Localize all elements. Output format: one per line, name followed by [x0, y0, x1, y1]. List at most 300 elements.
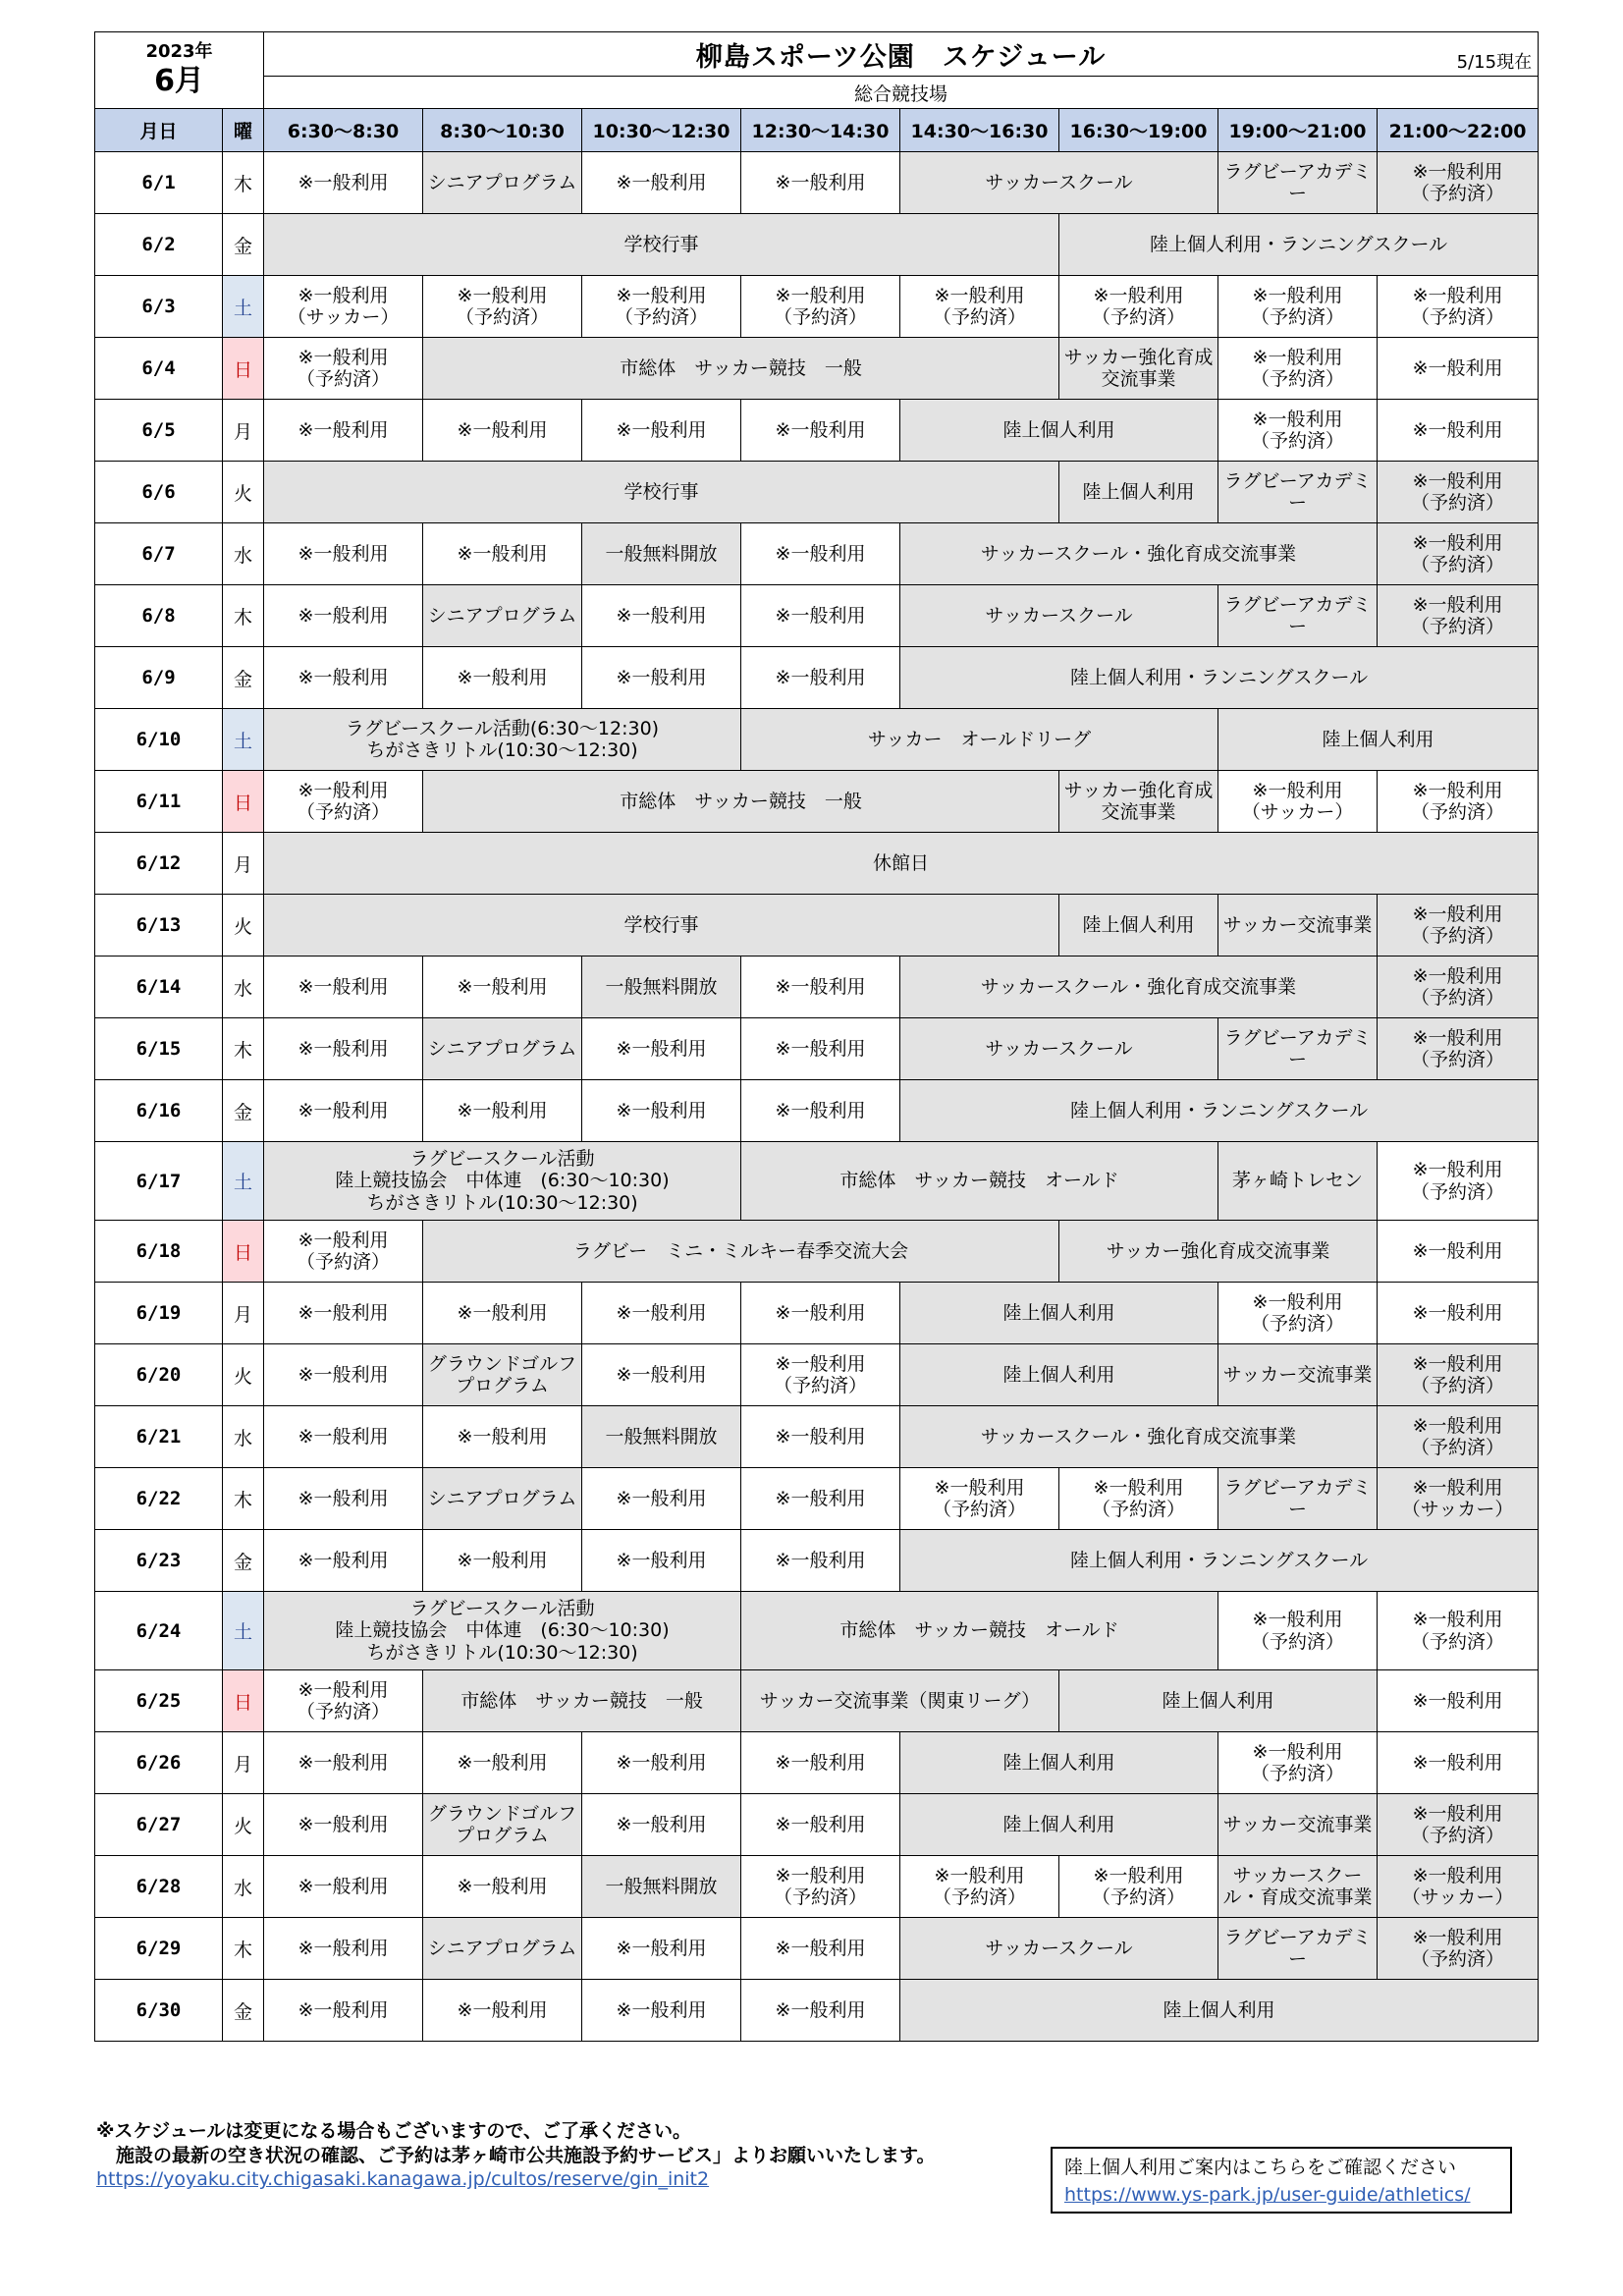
- schedule-slot: [264, 1018, 423, 1080]
- date-cell: 6/27: [95, 1794, 223, 1856]
- athletics-info-link[interactable]: https://www.ys-park.jp/user-guide/athletics/: [1064, 2183, 1471, 2206]
- slot-label: ※一般利用: [298, 1099, 389, 1121]
- schedule-slot: [900, 1344, 1218, 1406]
- weekday-cell: 月: [223, 1283, 264, 1344]
- slot-label: ※一般利用 （予約済）: [1411, 1414, 1505, 1458]
- date-cell: 6/29: [95, 1918, 223, 1980]
- schedule-row: [95, 1530, 1539, 1592]
- slot-label: ※一般利用: [775, 1549, 866, 1571]
- schedule-slot: [1378, 462, 1539, 523]
- slot-label: シニアプログラム: [427, 604, 577, 627]
- schedule-slot: [264, 214, 1059, 276]
- slot-label: ※一般利用 （予約済）: [933, 1476, 1027, 1520]
- weekday-cell: 火: [223, 462, 264, 523]
- schedule-slot: [1218, 400, 1378, 462]
- slot-label: ※一般利用: [298, 1487, 389, 1509]
- schedule-slot: [1378, 1018, 1539, 1080]
- schedule-slot: [264, 1344, 423, 1406]
- slot-label: ※一般利用 （予約済）: [1411, 531, 1505, 575]
- reservation-notice: 施設の最新の空き状況の確認、ご予約は茅ヶ崎市公共施設予約サービス」よりお願いいたします。: [116, 2144, 936, 2166]
- slot-label: ※一般利用 （サッカー）: [1401, 1476, 1514, 1520]
- slot-label: ※一般利用: [457, 666, 548, 688]
- slot-label: サッカー交流事業（関東リーグ）: [759, 1689, 1041, 1712]
- slot-label: ※一般利用: [775, 418, 866, 441]
- schedule-slot: [264, 647, 423, 709]
- schedule-slot: [1218, 1856, 1378, 1918]
- schedule-slot: [423, 276, 582, 338]
- slot-label: ラグビーアカデミー: [1223, 1476, 1372, 1520]
- slot-label: ※一般利用: [298, 1425, 389, 1448]
- slot-label: グラウンドゴルフ プログラム: [427, 1802, 577, 1846]
- slot-label: ※一般利用 （予約済）: [297, 779, 391, 823]
- schedule-slot: [741, 152, 900, 214]
- schedule-slot: [1218, 1468, 1378, 1530]
- slot-label: 一般無料開放: [605, 975, 718, 998]
- weekday-cell: 日: [223, 1670, 264, 1732]
- schedule-slot: [1059, 214, 1539, 276]
- slot-label: ※一般利用: [298, 1037, 389, 1060]
- slot-label: ※一般利用 （予約済）: [1411, 964, 1505, 1009]
- schedule-row: [95, 1794, 1539, 1856]
- slot-label: ※一般利用: [457, 542, 548, 565]
- date-cell: 6/9: [95, 647, 223, 709]
- slot-label: ※一般利用 （予約済）: [1411, 160, 1505, 204]
- slot-label: ※一般利用: [457, 1099, 548, 1121]
- reservation-link[interactable]: https://yoyaku.city.chigasaki.kanagawa.jp/cultos/reserve/gin_init2: [96, 2168, 710, 2191]
- weekday-cell: 日: [223, 338, 264, 400]
- date-cell: 6/5: [95, 400, 223, 462]
- slot-label: ※一般利用: [775, 1425, 866, 1448]
- schedule-slot: [423, 1918, 582, 1980]
- slot-label: ※一般利用: [1412, 356, 1503, 379]
- schedule-slot: [1218, 1344, 1378, 1406]
- date-cell: 6/24: [95, 1592, 223, 1670]
- weekday-cell: 月: [223, 833, 264, 895]
- slot-label: ※一般利用: [457, 1998, 548, 2021]
- schedule-slot: [1059, 895, 1218, 957]
- slot-label: ※一般利用 （予約済）: [615, 284, 709, 328]
- date-cell: 6/3: [95, 276, 223, 338]
- slot-label: ※一般利用: [775, 542, 866, 565]
- slot-label: ※一般利用: [775, 1487, 866, 1509]
- slot-label: ※一般利用 （予約済）: [1411, 1609, 1505, 1653]
- schedule-row: [95, 1918, 1539, 1980]
- slot-label: ※一般利用: [616, 1363, 707, 1386]
- slot-label: ※一般利用 （予約済）: [1411, 593, 1505, 637]
- schedule-slot: [741, 647, 900, 709]
- slot-label: ※一般利用 （予約済）: [297, 1229, 391, 1273]
- schedule-slot: [1218, 1732, 1378, 1794]
- slot-label: 市総体 サッカー競技 一般: [620, 790, 862, 812]
- period-cell: [95, 32, 264, 109]
- schedule-slot: [423, 1221, 1059, 1283]
- schedule-row: [95, 1406, 1539, 1468]
- slot-label: ※一般利用 （予約済）: [297, 346, 391, 390]
- date-cell: 6/6: [95, 462, 223, 523]
- schedule-slot: [1378, 1732, 1539, 1794]
- slot-label: ※一般利用: [616, 1037, 707, 1060]
- schedule-slot: [264, 833, 1539, 895]
- schedule-slot: [264, 1918, 423, 1980]
- schedule-slot: [1218, 1918, 1378, 1980]
- date-cell: 6/2: [95, 214, 223, 276]
- slot-label: ※一般利用: [616, 1549, 707, 1571]
- slot-label: ※一般利用: [616, 1099, 707, 1121]
- schedule-row: [95, 1670, 1539, 1732]
- schedule-slot: [1378, 1221, 1539, 1283]
- slot-label: 市総体 サッカー競技 オールド: [839, 1619, 1119, 1642]
- slot-label: ※一般利用 （サッカー）: [1401, 1864, 1514, 1908]
- schedule-slot: [741, 1980, 900, 2042]
- slot-label: シニアプログラム: [427, 1937, 577, 1959]
- date-cell: 6/26: [95, 1732, 223, 1794]
- schedule-slot: [264, 1283, 423, 1344]
- slot-label: ラグビースクール活動 陸上競技協会 中体連 (6:30～10:30) ちがさきリトル(10:30～12:30): [335, 1597, 670, 1664]
- slot-label: ※一般利用 （予約済）: [1411, 1159, 1505, 1203]
- schedule-slot: [1378, 585, 1539, 647]
- slot-label: サッカー交流事業: [1222, 1363, 1373, 1386]
- change-notice: ※スケジュールは変更になる場合もございますので、ご了承ください。: [96, 2120, 691, 2142]
- slot-label: ラグビー ミニ・ミルキー春季交流大会: [572, 1239, 909, 1262]
- schedule-slot: [1059, 462, 1218, 523]
- date-cell: 6/19: [95, 1283, 223, 1344]
- weekday-cell: 金: [223, 214, 264, 276]
- date-cell: 6/11: [95, 771, 223, 833]
- schedule-slot: [900, 1080, 1539, 1142]
- schedule-row: [95, 462, 1539, 523]
- schedule-slot: [1059, 1856, 1218, 1918]
- slot-label: ※一般利用: [775, 1813, 866, 1835]
- slot-label: ※一般利用 （予約済）: [1251, 346, 1345, 390]
- date-cell: 6/16: [95, 1080, 223, 1142]
- schedule-slot: [1378, 276, 1539, 338]
- schedule-slot: [423, 338, 1059, 400]
- slot-label: ※一般利用: [298, 1937, 389, 1959]
- schedule-slot: [582, 1856, 741, 1918]
- schedule-slot: [1059, 276, 1218, 338]
- schedule-row: [95, 1592, 1539, 1670]
- weekday-cell: 木: [223, 585, 264, 647]
- schedule-slot: [1218, 276, 1378, 338]
- schedule-slot: [582, 1732, 741, 1794]
- date-cell: 6/17: [95, 1142, 223, 1221]
- schedule-slot: [264, 1856, 423, 1918]
- schedule-slot: [1059, 1468, 1218, 1530]
- schedule-row: [95, 276, 1539, 338]
- schedule-slot: [423, 585, 582, 647]
- schedule-slot: [900, 1794, 1218, 1856]
- slot-label: ※一般利用 （予約済）: [1411, 1926, 1505, 1970]
- slot-label: ※一般利用: [457, 1549, 548, 1571]
- schedule-slot: [582, 523, 741, 585]
- schedule-slot: [741, 1918, 900, 1980]
- column-header-slot: 10:30～12:30: [582, 109, 741, 152]
- schedule-row: [95, 338, 1539, 400]
- date-cell: 6/8: [95, 585, 223, 647]
- slot-label: サッカースクール・育成交流事業: [1222, 1864, 1373, 1908]
- slot-label: ※一般利用: [298, 171, 389, 193]
- slot-label: ※一般利用 （予約済）: [1092, 1864, 1186, 1908]
- weekday-cell: 金: [223, 1080, 264, 1142]
- slot-label: ※一般利用: [616, 604, 707, 627]
- schedule-slot: [900, 957, 1378, 1018]
- slot-label: ※一般利用: [775, 1099, 866, 1121]
- date-cell: 6/1: [95, 152, 223, 214]
- slot-label: ※一般利用 （予約済）: [297, 1678, 391, 1722]
- schedule-slot: [582, 1530, 741, 1592]
- column-header-slot: 12:30～14:30: [741, 109, 900, 152]
- date-cell: 6/13: [95, 895, 223, 957]
- schedule-row: [95, 1732, 1539, 1794]
- weekday-cell: 日: [223, 771, 264, 833]
- schedule-slot: [264, 1221, 423, 1283]
- schedule-slot: [1378, 1142, 1539, 1221]
- slot-label: ※一般利用: [298, 1751, 389, 1774]
- weekday-cell: 水: [223, 523, 264, 585]
- slot-label: ※一般利用: [775, 604, 866, 627]
- column-header-date: 月日: [95, 109, 223, 152]
- slot-label: 陸上個人利用: [1002, 1813, 1115, 1835]
- slot-label: 陸上個人利用・ランニングスクール: [1070, 666, 1369, 688]
- slot-label: ※一般利用 （予約済）: [1251, 408, 1345, 452]
- slot-label: 一般無料開放: [605, 542, 718, 565]
- schedule-slot: [264, 709, 741, 771]
- schedule-slot: [741, 1592, 1218, 1670]
- slot-label: サッカー交流事業: [1222, 913, 1373, 936]
- slot-label: 学校行事: [623, 233, 699, 255]
- weekday-cell: 木: [223, 1918, 264, 1980]
- schedule-slot: [423, 1018, 582, 1080]
- schedule-slot: [1378, 152, 1539, 214]
- slot-label: ※一般利用 （予約済）: [1411, 902, 1505, 947]
- slot-label: ※一般利用: [775, 1301, 866, 1324]
- slot-label: ※一般利用: [298, 1998, 389, 2021]
- schedule-slot: [1218, 152, 1378, 214]
- slot-label: サッカースクール: [985, 1037, 1133, 1060]
- slot-label: ※一般利用: [298, 1875, 389, 1897]
- schedule-row: [95, 585, 1539, 647]
- schedule-slot: [900, 400, 1218, 462]
- weekday-cell: 水: [223, 1856, 264, 1918]
- schedule-slot: [264, 523, 423, 585]
- slot-label: 陸上個人利用: [1082, 480, 1195, 503]
- schedule-slot: [1378, 1856, 1539, 1918]
- title-cell: [264, 32, 1539, 77]
- page-title: 柳島スポーツ公園 スケジュール: [695, 41, 1107, 73]
- weekday-cell: 土: [223, 276, 264, 338]
- schedule-slot: [582, 400, 741, 462]
- slot-label: ※一般利用: [457, 1751, 548, 1774]
- schedule-slot: [1378, 771, 1539, 833]
- schedule-row: [95, 1080, 1539, 1142]
- schedule-slot: [900, 1530, 1539, 1592]
- schedule-slot: [900, 585, 1218, 647]
- schedule-slot: [741, 1283, 900, 1344]
- schedule-slot: [1218, 1794, 1378, 1856]
- slot-label: 陸上個人利用・ランニングスクール: [1070, 1099, 1369, 1121]
- as-of-date: 5/15現在: [1456, 52, 1533, 73]
- slot-label: ※一般利用 （サッカー）: [287, 284, 400, 328]
- date-cell: 6/14: [95, 957, 223, 1018]
- slot-label: ※一般利用: [457, 1425, 548, 1448]
- slot-label: ※一般利用 （予約済）: [933, 1864, 1027, 1908]
- slot-label: ※一般利用 （予約済）: [774, 284, 868, 328]
- schedule-slot: [582, 1468, 741, 1530]
- weekday-cell: 金: [223, 647, 264, 709]
- weekday-cell: 金: [223, 1980, 264, 2042]
- slot-label: ※一般利用 （予約済）: [1251, 284, 1345, 328]
- date-cell: 6/18: [95, 1221, 223, 1283]
- slot-label: サッカー強化育成交流事業: [1106, 1239, 1330, 1262]
- slot-label: ※一般利用 （予約済）: [774, 1864, 868, 1908]
- slot-label: ※一般利用: [616, 666, 707, 688]
- schedule-slot: [582, 1918, 741, 1980]
- schedule-slot: [582, 1080, 741, 1142]
- schedule-slot: [264, 1142, 741, 1221]
- schedule-slot: [1378, 523, 1539, 585]
- schedule-slot: [741, 1406, 900, 1468]
- schedule-slot: [1218, 1592, 1378, 1670]
- slot-label: サッカースクール: [985, 171, 1133, 193]
- schedule-slot: [900, 1468, 1059, 1530]
- column-header-row: [95, 109, 1539, 152]
- schedule-slot: [1378, 1344, 1539, 1406]
- slot-label: ラグビーアカデミー: [1223, 1926, 1372, 1970]
- schedule-slot: [423, 1468, 582, 1530]
- date-cell: 6/22: [95, 1468, 223, 1530]
- slot-label: ※一般利用 （予約済）: [1092, 1476, 1186, 1520]
- date-cell: 6/20: [95, 1344, 223, 1406]
- schedule-slot: [900, 1283, 1218, 1344]
- schedule-slot: [264, 1080, 423, 1142]
- slot-label: ※一般利用 （予約済）: [1411, 469, 1505, 514]
- athletics-info-text: 陸上個人利用ご案内はこちらをご確認ください: [1064, 2157, 1457, 2178]
- schedule-slot: [423, 1080, 582, 1142]
- schedule-slot: [423, 1794, 582, 1856]
- schedule-slot: [1218, 709, 1539, 771]
- schedule-row: [95, 1283, 1539, 1344]
- date-cell: 6/21: [95, 1406, 223, 1468]
- schedule-slot: [1378, 1592, 1539, 1670]
- schedule-slot: [423, 1406, 582, 1468]
- slot-label: 一般無料開放: [605, 1425, 718, 1448]
- schedule-slot: [264, 462, 1059, 523]
- slot-label: ※一般利用: [457, 1301, 548, 1324]
- schedule-slot: [264, 338, 423, 400]
- column-header-dow: 曜: [223, 109, 264, 152]
- schedule-row: [95, 833, 1539, 895]
- slot-label: ※一般利用: [775, 666, 866, 688]
- schedule-slot: [741, 1530, 900, 1592]
- slot-label: ※一般利用: [298, 666, 389, 688]
- schedule-slot: [900, 1018, 1218, 1080]
- slot-label: ※一般利用: [775, 1998, 866, 2021]
- slot-label: ラグビースクール活動(6:30～12:30) ちがさきリトル(10:30～12:30): [345, 717, 660, 761]
- schedule-row: [95, 771, 1539, 833]
- schedule-slot: [741, 1142, 1218, 1221]
- schedule-slot: [1378, 1918, 1539, 1980]
- slot-label: ※一般利用: [298, 604, 389, 627]
- slot-label: ※一般利用: [1412, 418, 1503, 441]
- slot-label: ※一般利用: [616, 418, 707, 441]
- schedule-slot: [264, 276, 423, 338]
- slot-label: シニアプログラム: [427, 1037, 577, 1060]
- schedule-slot: [900, 523, 1378, 585]
- slot-label: 茅ヶ崎トレセン: [1232, 1170, 1364, 1192]
- slot-label: 陸上個人利用・ランニングスクール: [1150, 233, 1448, 255]
- slot-label: ※一般利用 （予約済）: [1411, 284, 1505, 328]
- schedule-slot: [423, 1980, 582, 2042]
- slot-label: 学校行事: [623, 913, 699, 936]
- schedule-slot: [423, 1344, 582, 1406]
- slot-label: 陸上個人利用: [1322, 728, 1434, 750]
- weekday-cell: 水: [223, 957, 264, 1018]
- slot-label: 学校行事: [623, 480, 699, 503]
- column-header-slot: 19:00～21:00: [1218, 109, 1378, 152]
- schedule-slot: [1378, 1670, 1539, 1732]
- schedule-slot: [264, 400, 423, 462]
- slot-label: ※一般利用: [616, 1937, 707, 1959]
- schedule-slot: [264, 1670, 423, 1732]
- schedule-row: [95, 1468, 1539, 1530]
- slot-label: ※一般利用 （予約済）: [1251, 1290, 1345, 1335]
- schedule-slot: [582, 1406, 741, 1468]
- schedule-row: [95, 957, 1539, 1018]
- slot-label: ※一般利用: [1412, 1751, 1503, 1774]
- slot-label: ラグビースクール活動 陸上競技協会 中体連 (6:30～10:30) ちがさきリトル(10:30～12:30): [335, 1147, 670, 1214]
- slot-label: 休館日: [873, 851, 930, 874]
- schedule-slot: [1218, 895, 1378, 957]
- date-cell: 6/28: [95, 1856, 223, 1918]
- schedule-slot: [264, 771, 423, 833]
- schedule-slot: [1218, 338, 1378, 400]
- schedule-slot: [423, 1856, 582, 1918]
- slot-label: ※一般利用 （予約済）: [1411, 1026, 1505, 1070]
- schedule-slot: [1218, 771, 1378, 833]
- schedule-slot: [582, 585, 741, 647]
- schedule-row: [95, 1018, 1539, 1080]
- slot-label: ※一般利用: [1412, 1689, 1503, 1712]
- slot-label: 市総体 サッカー競技 一般: [460, 1689, 703, 1712]
- column-header-slot: 14:30～16:30: [900, 109, 1059, 152]
- schedule-slot: [1059, 771, 1218, 833]
- schedule-slot: [741, 1344, 900, 1406]
- date-cell: 6/7: [95, 523, 223, 585]
- schedule-slot: [423, 152, 582, 214]
- slot-label: ラグビーアカデミー: [1223, 469, 1372, 514]
- slot-label: 陸上個人利用: [1082, 913, 1195, 936]
- slot-label: ※一般利用: [457, 975, 548, 998]
- year-label: 2023年: [145, 40, 213, 62]
- slot-label: ※一般利用: [298, 1813, 389, 1835]
- slot-label: シニアプログラム: [427, 171, 577, 193]
- schedule-slot: [423, 523, 582, 585]
- schedule-slot: [1378, 1468, 1539, 1530]
- schedule-slot: [741, 585, 900, 647]
- month-label: 6月: [154, 64, 204, 98]
- schedule-slot: [582, 647, 741, 709]
- schedule-row: [95, 523, 1539, 585]
- slot-label: ※一般利用: [298, 1301, 389, 1324]
- slot-label: サッカースクール・強化育成交流事業: [980, 542, 1297, 565]
- slot-label: ※一般利用: [616, 171, 707, 193]
- slot-label: ※一般利用: [616, 1998, 707, 2021]
- schedule-slot: [741, 1670, 1059, 1732]
- slot-label: 陸上個人利用: [1002, 1301, 1115, 1324]
- schedule-slot: [741, 709, 1218, 771]
- date-cell: 6/15: [95, 1018, 223, 1080]
- schedule-slot: [264, 1592, 741, 1670]
